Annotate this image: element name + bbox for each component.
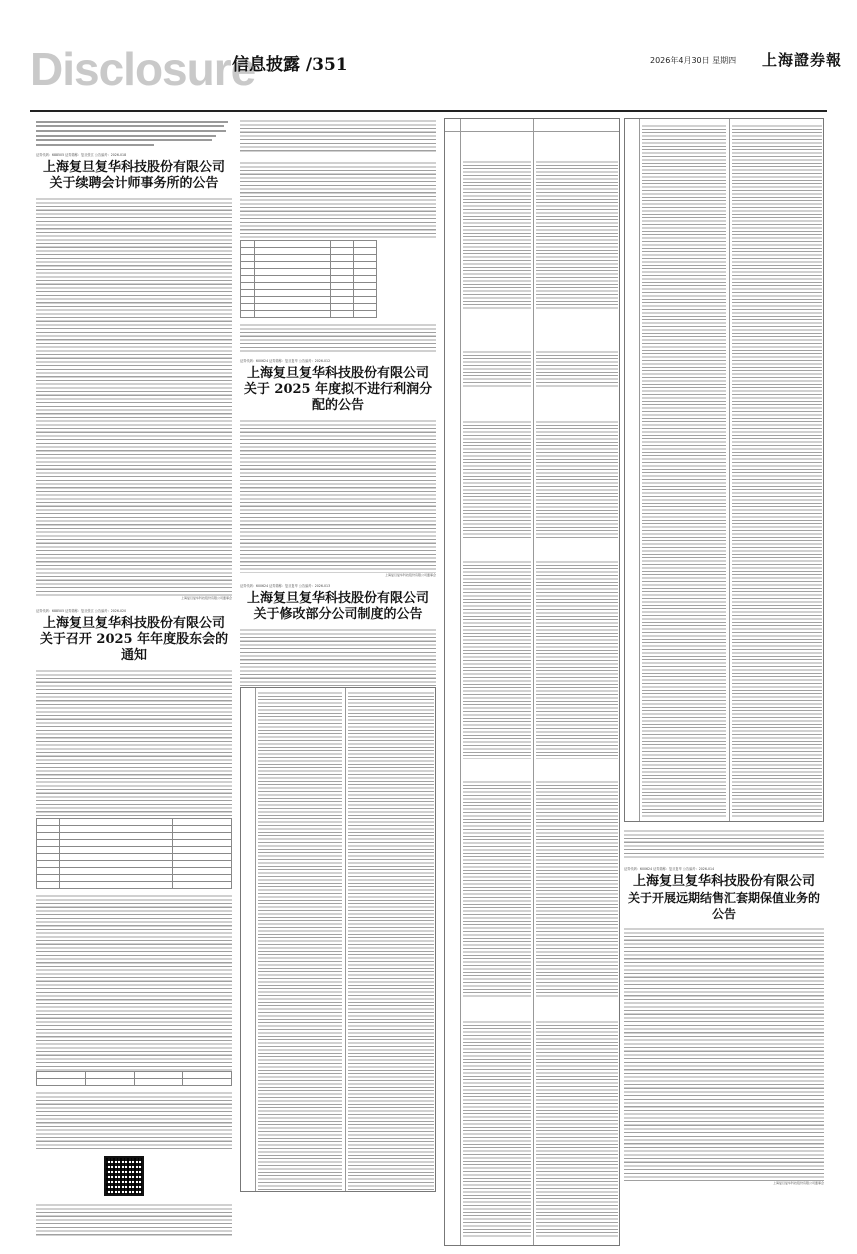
notice-company: 上海复旦复华科技股份有限公司 [42, 160, 225, 176]
agenda-table [36, 818, 232, 889]
proxy-table [240, 240, 377, 318]
notice-meta: 证券代码：600624 证券简称：复旦复华 公告编号：2026-013 [240, 584, 331, 588]
notice-footer: 上海复旦复华科技股份有限公司董事会 [180, 596, 232, 601]
notice-body [36, 1090, 232, 1150]
page-header [0, 0, 857, 100]
notice-meta: 证券代码：600624 证券简称：复旦复华 公告编号：2026-012 [240, 359, 331, 363]
notice-body [240, 118, 436, 154]
qr-code [104, 1156, 144, 1196]
notice-footer: 上海复旦复华科技股份有限公司董事会 [772, 1181, 824, 1185]
notice-body [36, 1202, 232, 1238]
notice-body [36, 196, 232, 596]
amendment-table [240, 687, 436, 1192]
notice-meta: 证券代码：688505 证券简称：复旦张江 公告编号：2026-018 [36, 153, 127, 158]
notice-footer: 上海复旦复华科技股份有限公司董事会 [384, 573, 436, 577]
section-title: 信息披露 /351 [232, 55, 348, 75]
notice-title: 关于修改部分公司制度的公告 [253, 607, 423, 622]
notice-company: 上海复旦复华科技股份有限公司 [246, 591, 429, 606]
column-4 [624, 118, 824, 1185]
notice-company: 上海复旦复华科技股份有限公司 [632, 874, 815, 889]
registration-table [36, 1071, 232, 1086]
header-rule [30, 110, 827, 112]
notice-body [240, 160, 436, 240]
notice-title: 关于开展远期结售汇套期保值业务的公告 [627, 891, 820, 921]
newspaper-logo: 上海證券報 [762, 51, 843, 69]
masthead: Disclosure [30, 43, 256, 95]
notice-title: 关于 2025 年度拟不进行利润分配的公告 [243, 382, 433, 413]
notice-body [240, 418, 436, 573]
notice-body [36, 668, 232, 818]
notice-title: 关于续聘会计师事务所的公告 [49, 176, 219, 192]
notice-body [624, 926, 824, 1181]
notice-body [240, 627, 436, 687]
column-2 [240, 118, 436, 1192]
notice-body [240, 322, 436, 352]
notice-title: 关于召开 2025 年年度股东会的通知 [39, 632, 229, 664]
column-1 [36, 118, 232, 1238]
issue-date: 2026年4月30日 星期四 [650, 56, 737, 65]
notice-company: 上海复旦复华科技股份有限公司 [246, 366, 429, 381]
notice-body [36, 893, 232, 1071]
notice-company: 上海复旦复华科技股份有限公司 [42, 616, 225, 632]
amendment-table-continued [624, 118, 824, 822]
amendment-table-continued [444, 118, 620, 1246]
notice-body [624, 828, 824, 858]
notice-meta: 证券代码：600624 证券简称：复旦复华 公告编号：2026-014 [624, 867, 715, 871]
notice-meta: 证券代码：688505 证券简称：复旦张江 公告编号：2026-020 [36, 609, 127, 614]
